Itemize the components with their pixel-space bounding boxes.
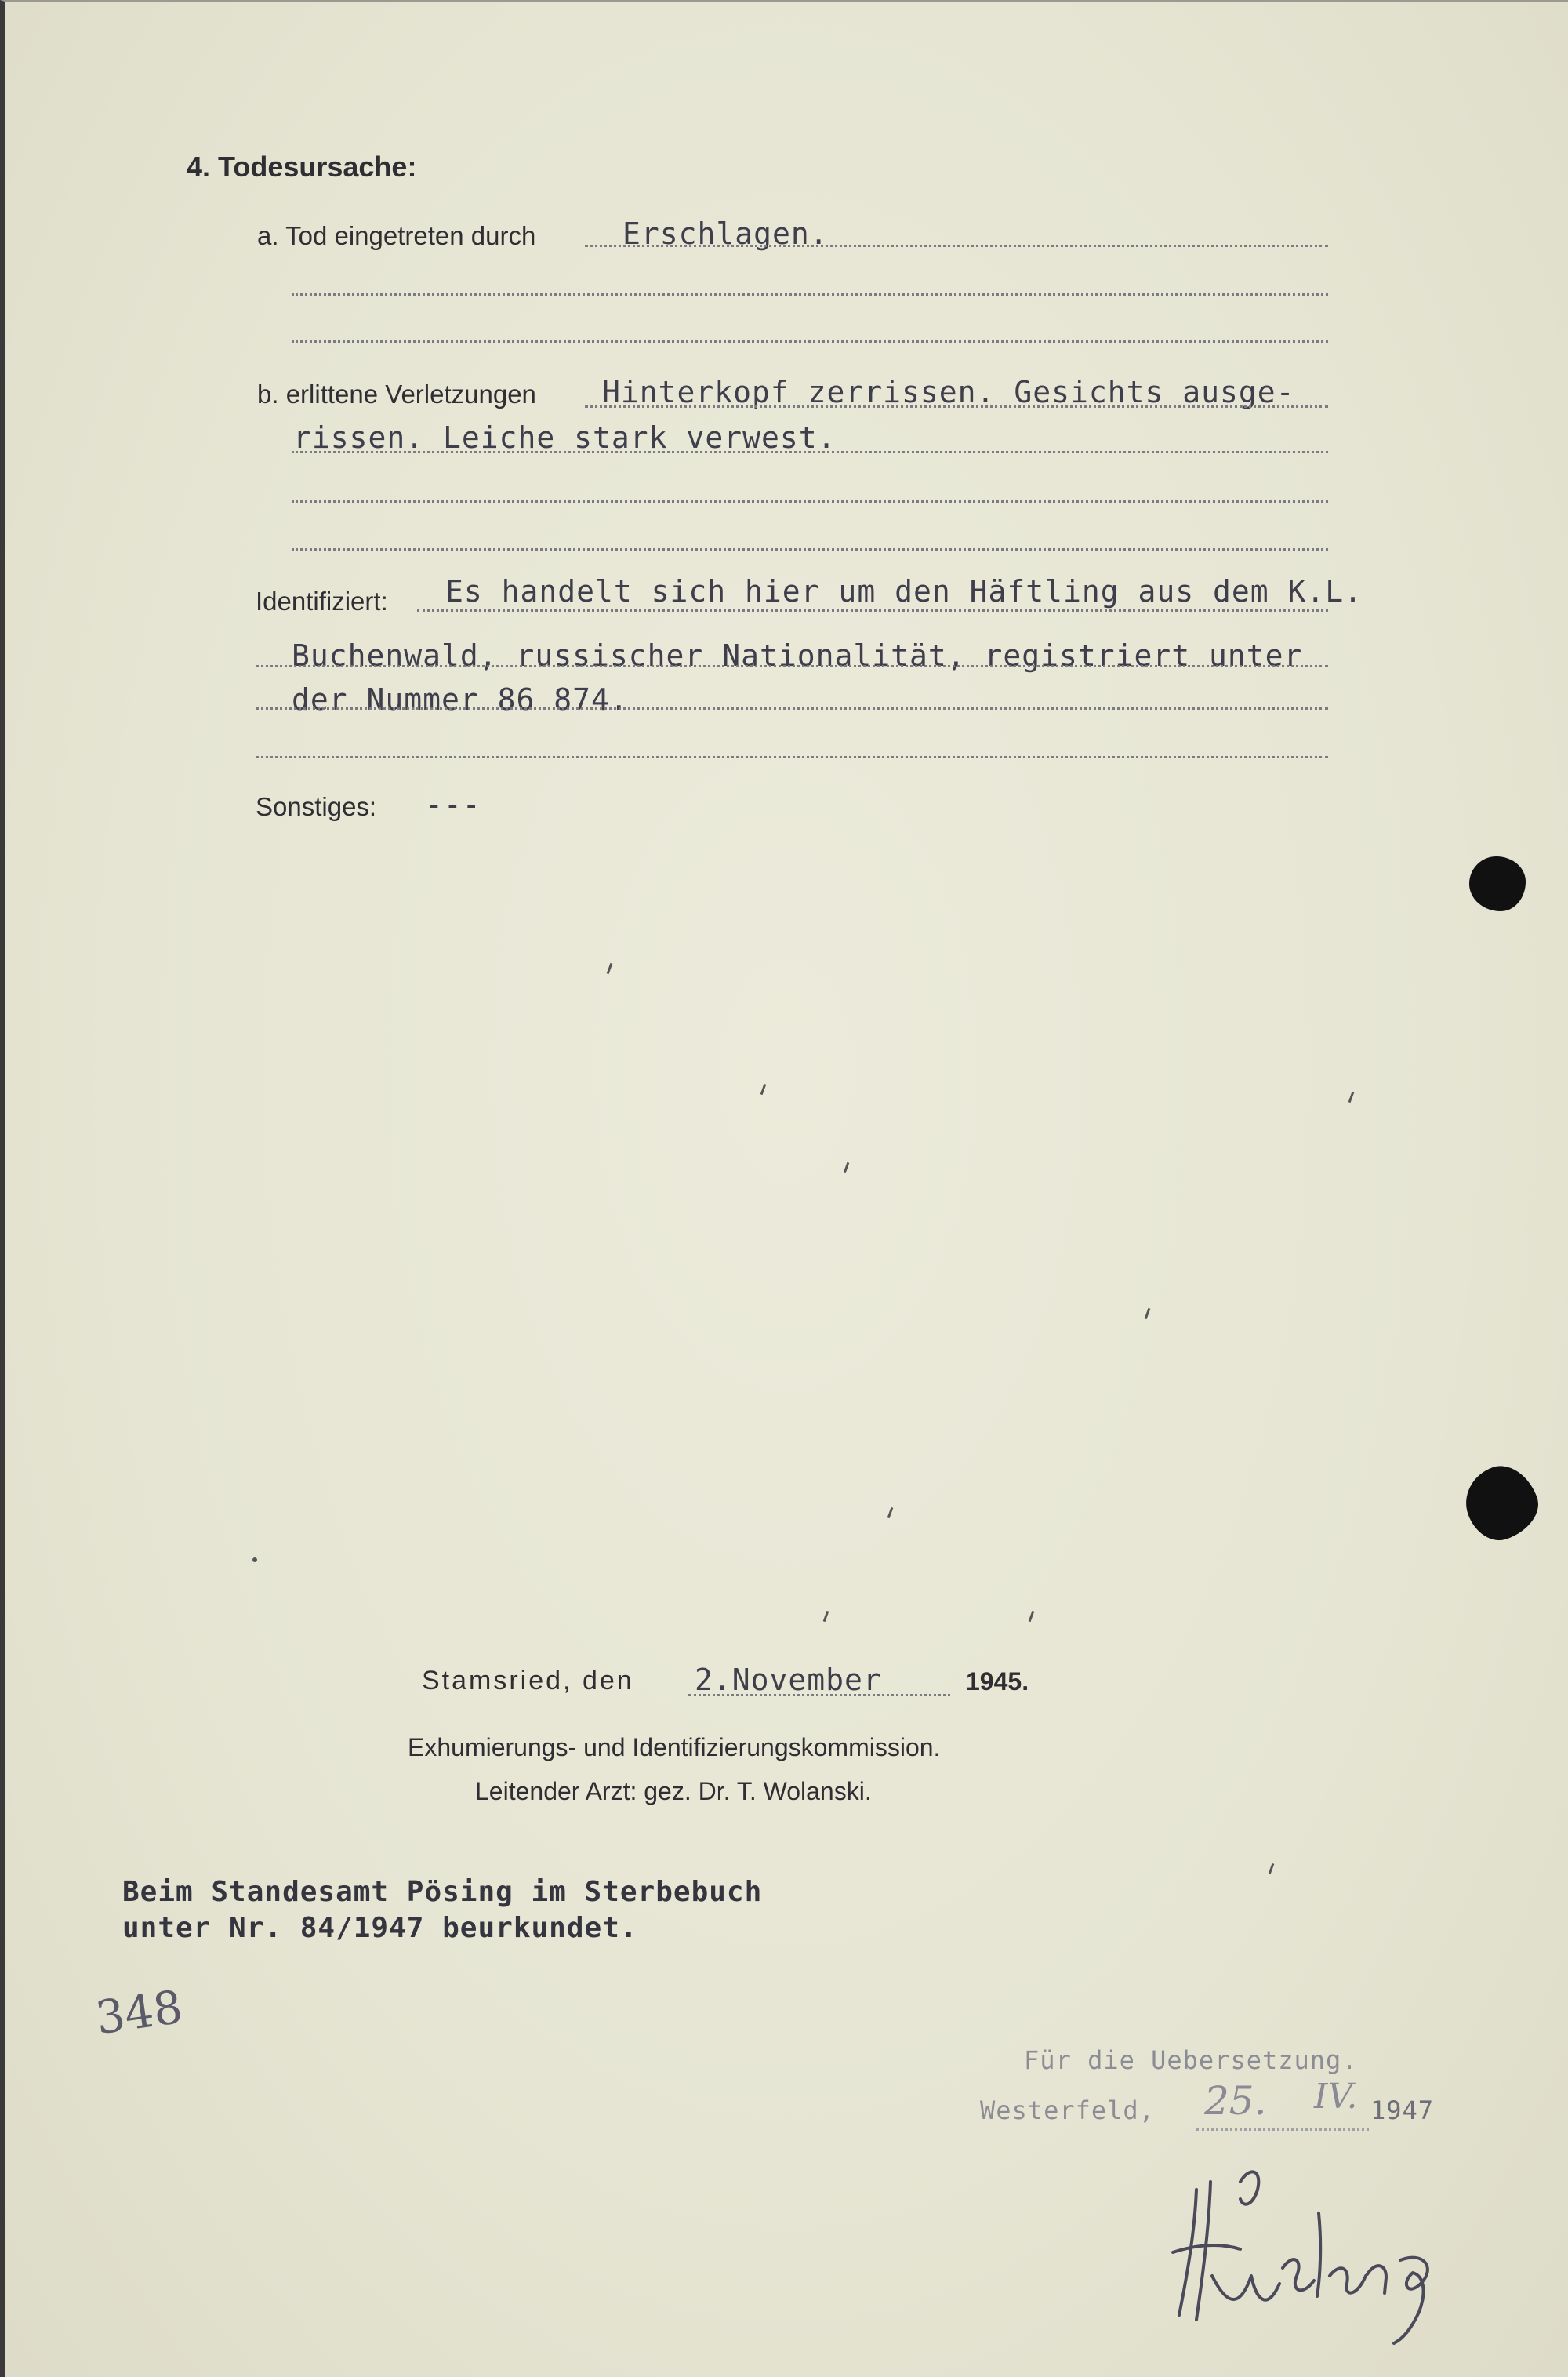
death-cause-value: Erschlagen. [622,216,829,251]
speck [760,1084,767,1095]
other-value: --- [425,787,481,822]
injuries-value-line1: Hinterkopf zerrissen. Gesichts ausge- [602,375,1295,409]
speck [887,1507,894,1518]
dateline-date: 2.November [695,1663,882,1697]
dateline-dotline [688,1694,950,1696]
blank-line-4 [292,548,1328,551]
punch-hole-lower [1456,1456,1547,1548]
cause-of-death-heading: 4. Todesursache: [187,151,417,183]
identified-dotline-2 [256,665,1328,667]
other-label: Sonstiges: [256,792,377,821]
identified-line2: Buchenwald, russischer Nationalität, registriert unter [292,638,1303,673]
speck [607,963,613,974]
speck [1348,1092,1355,1103]
translation-stamp-place: Westerfeld, [980,2095,1155,2125]
speck [1145,1308,1151,1319]
identified-label: Identifiziert: [256,587,388,616]
identified-dotline-3 [256,707,1328,710]
identified-line1: Es handelt sich hier um den Häftling aus dem K.L. [445,574,1363,609]
commission-doctor: Leitender Arzt: gez. Dr. T. Wolanski. [475,1777,872,1805]
punch-hole-upper [1469,856,1526,911]
translation-stamp-line1: Für die Uebersetzung. [1024,2045,1358,2075]
blank-line-3 [292,500,1328,503]
translation-stamp-month: IV. [1314,2077,1358,2117]
dateline-year: 1945. [966,1667,1029,1696]
speck [844,1162,850,1173]
dateline-place: Stamsried, den [422,1666,634,1696]
registry-note-line1: Beim Standesamt Pösing im Sterbebuch [122,1876,763,1908]
blank-line-2 [292,340,1328,343]
identified-line3: der Nummer 86 874. [292,682,629,717]
speck [1269,1863,1275,1874]
identified-dotline-1 [417,609,1328,612]
speck [252,1557,257,1562]
injuries-value-line2: rissen. Leiche stark verwest. [293,420,837,455]
identified-dotline-4 [256,756,1328,758]
registry-note-line2: unter Nr. 84/1947 beurkundet. [122,1912,638,1944]
translation-stamp-dotline [1196,2128,1369,2131]
injuries-label: b. erlittene Verletzungen [257,380,536,409]
translation-stamp-day: 25. [1204,2078,1267,2124]
blank-line-1 [292,293,1328,296]
commission-name: Exhumierungs- und Identifizierungskommission. [408,1733,941,1761]
injuries-line-1 [585,405,1328,408]
signature [1165,2158,1447,2346]
death-cause-line [585,245,1328,247]
injuries-line-2 [292,451,1328,453]
speck [1029,1611,1035,1622]
translation-stamp-year: 1947 [1370,2095,1435,2125]
death-cause-label: a. Tod eingetreten durch [257,221,536,250]
speck [823,1611,829,1622]
handwritten-number: 348 [92,1979,186,2045]
